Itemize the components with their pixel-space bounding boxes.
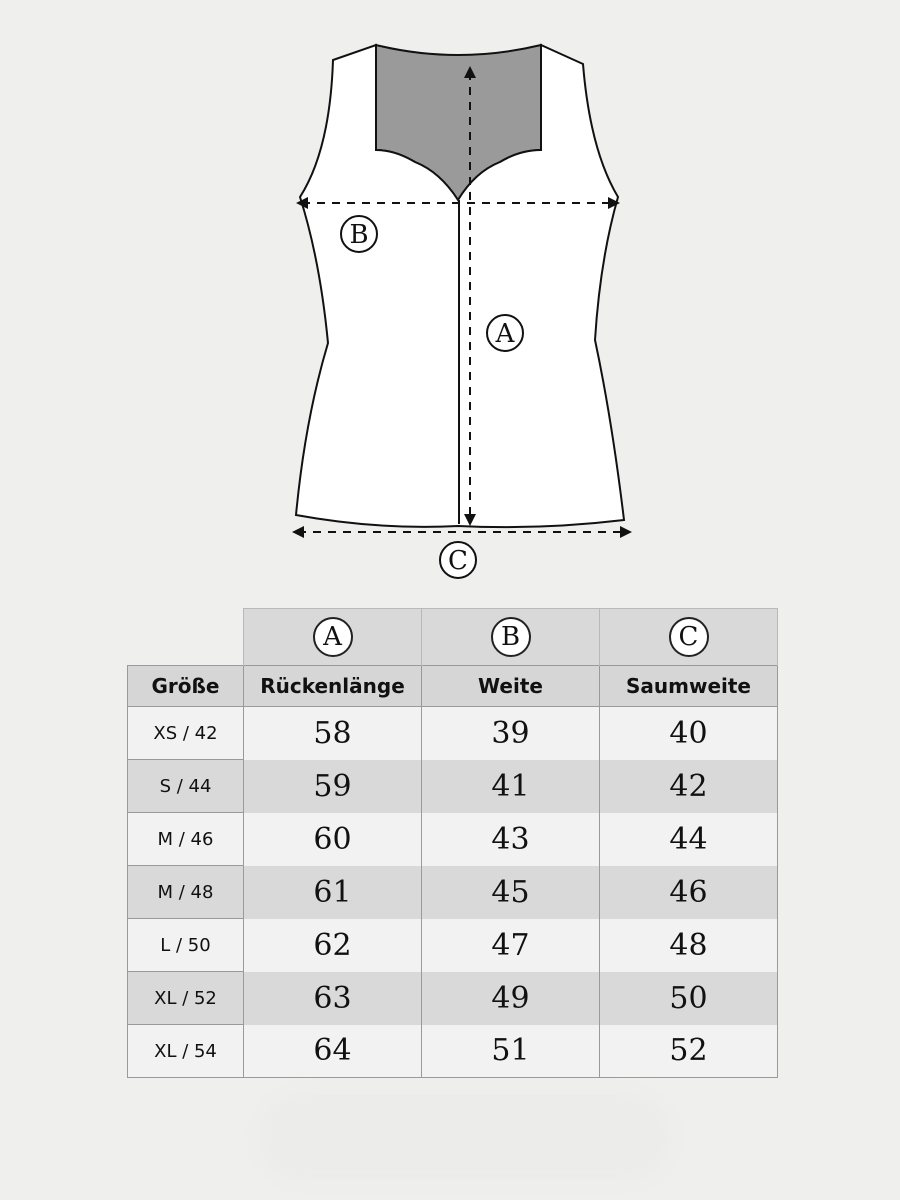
svg-text:B: B xyxy=(349,220,369,250)
value-a-cell: 59 xyxy=(244,760,422,813)
value-b-cell: 39 xyxy=(422,707,600,760)
table-row xyxy=(128,919,778,972)
header-size: Größe xyxy=(128,666,244,707)
mark-header-row xyxy=(128,609,778,666)
value-c-cell: 40 xyxy=(600,707,778,760)
size-cell: XS / 42 xyxy=(128,707,244,760)
value-a-cell: 62 xyxy=(244,919,422,972)
value-a-cell: 60 xyxy=(244,813,422,866)
size-cell: S / 44 xyxy=(128,760,244,813)
value-a-cell: 64 xyxy=(244,1025,422,1078)
table-row xyxy=(128,760,778,813)
size-cell: XL / 52 xyxy=(128,972,244,1025)
svg-text:C: C xyxy=(448,546,468,576)
mark-a-badge: A xyxy=(313,617,353,657)
header-width: Weite xyxy=(422,666,600,707)
value-b-cell: 41 xyxy=(422,760,600,813)
size-cell: M / 46 xyxy=(128,813,244,866)
table-row xyxy=(128,707,778,760)
value-a-cell: 63 xyxy=(244,972,422,1025)
mark-b-header xyxy=(422,609,600,666)
table-row xyxy=(128,972,778,1025)
size-cell: L / 50 xyxy=(128,919,244,972)
size-cell: XL / 54 xyxy=(128,1025,244,1078)
value-c-cell: 52 xyxy=(600,1025,778,1078)
value-b-cell: 51 xyxy=(422,1025,600,1078)
marker-c xyxy=(440,542,476,578)
mark-c-badge: C xyxy=(669,617,709,657)
mark-c-header xyxy=(600,609,778,666)
value-a-cell: 61 xyxy=(244,866,422,919)
table-row xyxy=(128,1025,778,1078)
table-row xyxy=(128,866,778,919)
value-b-cell: 43 xyxy=(422,813,600,866)
table-corner xyxy=(128,609,244,666)
value-b-cell: 49 xyxy=(422,972,600,1025)
value-a-cell: 58 xyxy=(244,707,422,760)
svg-text:A: A xyxy=(495,319,515,349)
table-row xyxy=(128,813,778,866)
value-c-cell: 50 xyxy=(600,972,778,1025)
mark-a-header xyxy=(244,609,422,666)
mark-b-badge: B xyxy=(491,617,531,657)
value-b-cell: 45 xyxy=(422,866,600,919)
blurred-footer-area xyxy=(258,1092,672,1182)
size-cell: M / 48 xyxy=(128,866,244,919)
value-c-cell: 42 xyxy=(600,760,778,813)
header-hem-width: Saumweite xyxy=(600,666,778,707)
column-header-row xyxy=(128,666,778,707)
marker-b xyxy=(341,216,377,252)
value-b-cell: 47 xyxy=(422,919,600,972)
size-chart-table xyxy=(127,608,778,1078)
marker-a xyxy=(487,315,523,351)
value-c-cell: 46 xyxy=(600,866,778,919)
value-c-cell: 44 xyxy=(600,813,778,866)
value-c-cell: 48 xyxy=(600,919,778,972)
header-back-length: Rückenlänge xyxy=(244,666,422,707)
